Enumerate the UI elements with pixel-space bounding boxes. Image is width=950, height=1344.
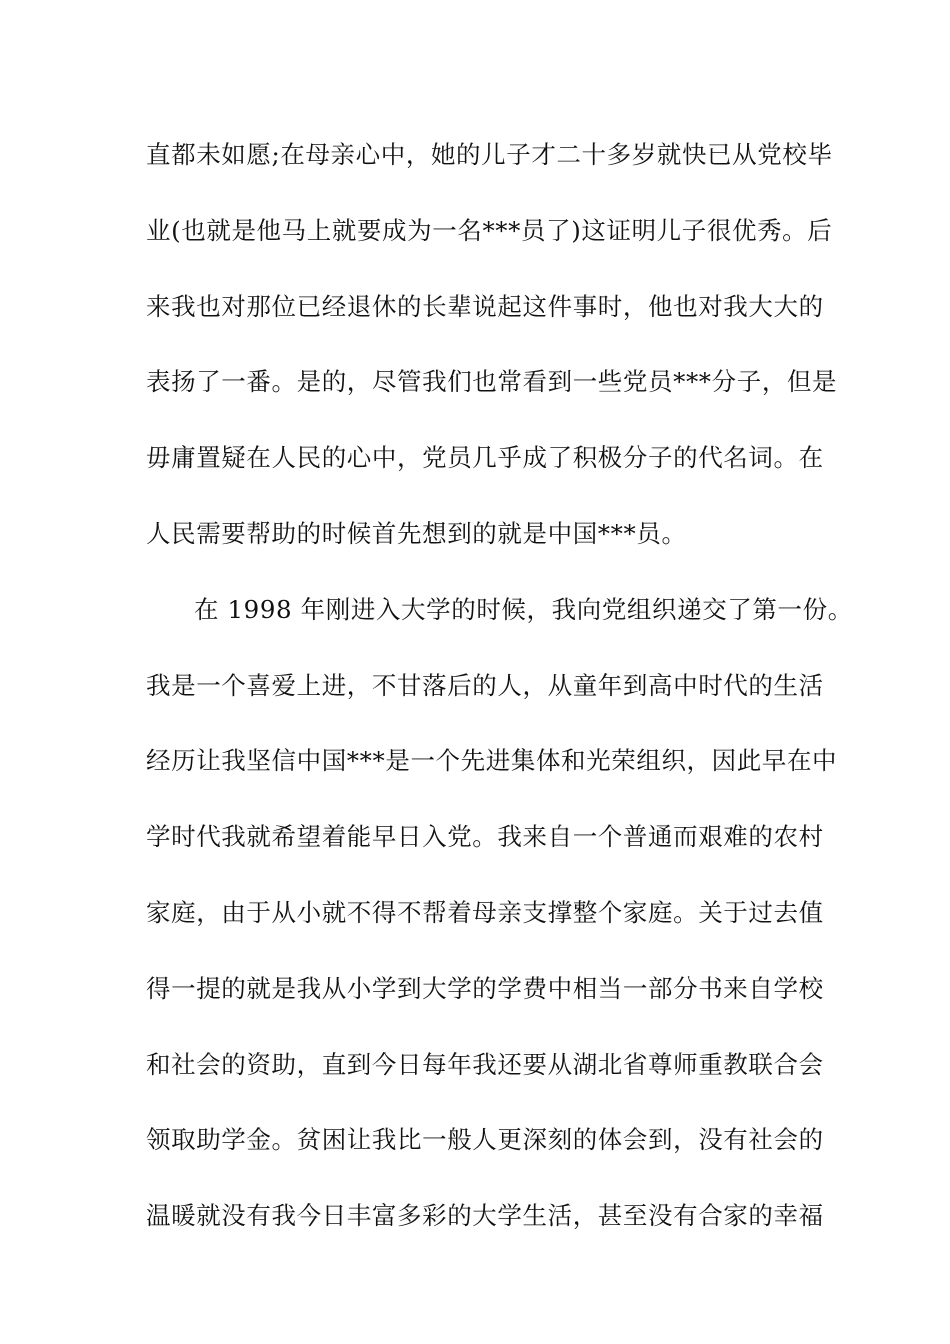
body-text	[146, 135, 853, 1272]
text-line: 业(也就是他马上就要成为一名***员了)这证明儿子很优秀。后	[146, 215, 833, 245]
text-line: 学时代我就希望着能早日入党。我来自一个普通而艰难的农村	[146, 822, 824, 852]
text-line: 人民需要帮助的时候首先想到的就是中国***员。	[146, 518, 687, 548]
text-line: 得一提的就是我从小学到大学的学费中相当一部分书来自学校	[146, 973, 824, 1003]
text-line: 直都未如愿;在母亲心中，她的儿子才二十多岁就快已从党校毕	[146, 140, 833, 169]
text-line: 领取助学金。贫困让我比一般人更深刻的体会到，没有社会的	[146, 1125, 824, 1155]
text-line: 来我也对那位已经退休的长辈说起这件事时，他也对我大大的	[146, 291, 824, 321]
text-line: 温暖就没有我今日丰富多彩的大学生活，甚至没有合家的幸福	[146, 1201, 824, 1231]
text-line: 家庭，由于从小就不得不帮着母亲支撑整个家庭。关于过去值	[146, 897, 824, 927]
text-line: 经历让我坚信中国***是一个先进集体和光荣组织，因此早在中	[146, 746, 838, 776]
text-line: 表扬了一番。是的，尽管我们也常看到一些党员***分子，但是	[146, 367, 838, 397]
paragraph-start-line: 在 1998 年刚进入大学的时候，我向党组织递交了第一份。	[194, 594, 853, 624]
text-line: 毋庸置疑在人民的心中，党员几乎成了积极分子的代名词。在	[146, 443, 824, 473]
text-line: 我是一个喜爱上进，不甘落后的人，从童年到高中时代的生活	[146, 670, 824, 700]
text-line: 和社会的资助，直到今日每年我还要从湖北省尊师重教联合会	[146, 1049, 824, 1079]
